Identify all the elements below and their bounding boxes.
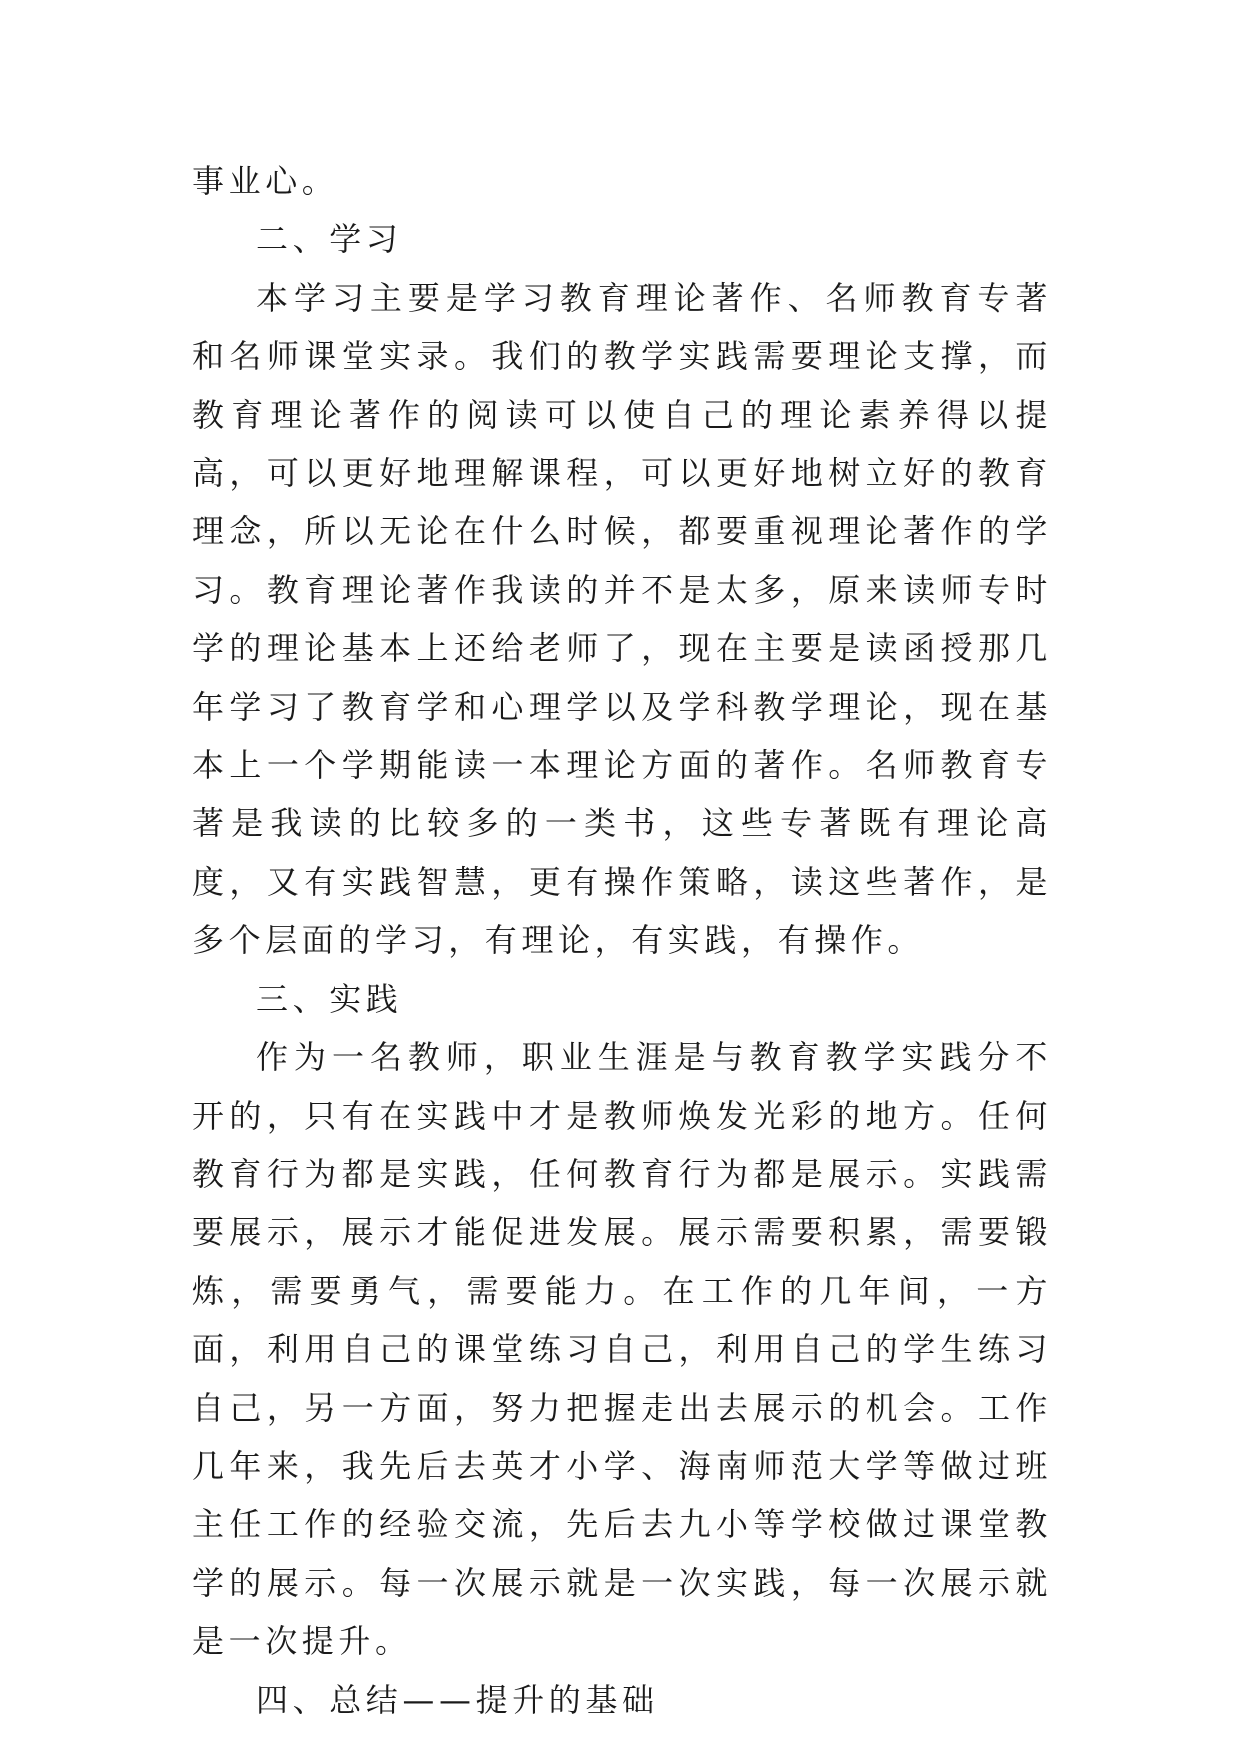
- section-heading-study: 二、学习: [256, 220, 403, 259]
- document-body: [192, 152, 1052, 1729]
- intro-fragment: 事业心。: [192, 162, 339, 200]
- section-heading-summary: 四、总结——提升的基础: [256, 1680, 659, 1719]
- section-paragraph-study: 本学习主要是学习教育理论著作、名师教育专著和名师课堂实录。我们的教学实践需要理论支撑，而教育理论著作的阅读可以使自己的理论素养得以提高，可以更好地理解课程，可以更好地树立好的教育理念，所以无论在什么时候，都要重视理论著作的学习。教育理论著作我读的并不是太多，原来读师专时学的理论基本上还给老师了，现在主要是读函授那几年学习了教育学和心理学以及学科教学理论，现在基本上一个学期能读一本理论方面的著作。名师教育专著是我读的比较多的一类书，这些专著既有理论高度，又有实践智慧，更有操作策略，读这些著作，是多个层面的学习，有理论，有实践，有操作。: [192, 278, 1052, 960]
- section-heading-practice: 三、实践: [256, 979, 403, 1018]
- section-paragraph-practice: 作为一名教师，职业生涯是与教育教学实践分不开的，只有在实践中才是教师焕发光彩的地方。任何教育行为都是实践，任何教育行为都是展示。实践需要展示，展示才能促进发展。展示需要积累，需要锻炼，需要勇气，需要能力。在工作的几年间，一方面，利用自己的课堂练习自己，利用自己的学生练习自己，另一方面，努力把握走出去展示的机会。工作几年来，我先后去英才小学、海南师范大学等做过班主任工作的经验交流，先后去九小等学校做过课堂教学的展示。每一次展示就是一次实践，每一次展示就是一次提升。: [192, 1038, 1052, 1661]
